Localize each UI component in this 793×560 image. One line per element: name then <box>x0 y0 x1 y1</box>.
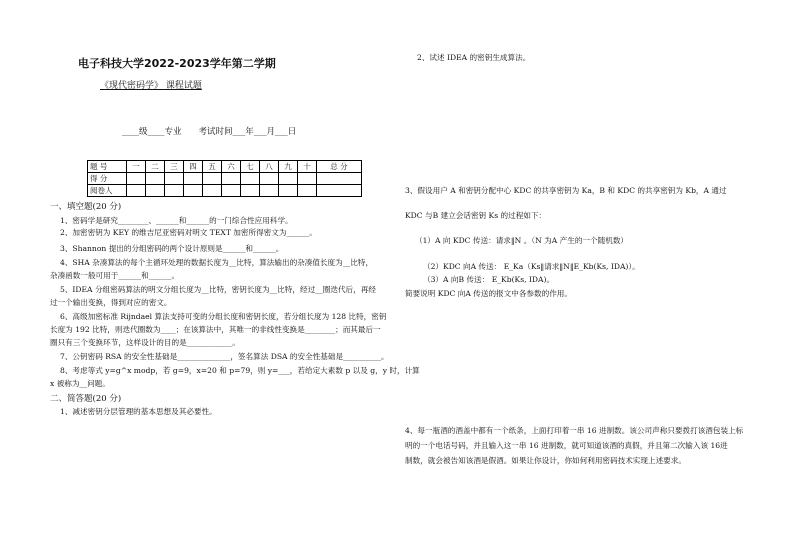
question-line: 8、考虑等式 y=g^x modp，若 g=9，x=20 和 p=79，则 y=___，若给定大素数 p 以及 g，y 时，计算 <box>60 366 420 375</box>
table-header: 十 <box>298 161 317 173</box>
question-line: 1、密码学是研究________、______和______的一门综合性应用科学。 <box>60 216 293 225</box>
table-header: 七 <box>241 161 260 173</box>
question-line: （1）A 向 KDC 传送：请求‖N 。（N 为A 产生的一个随机数） <box>415 236 629 245</box>
question-line: 简要说明 KDC 向A 传送的报文中各参数的作用。 <box>405 289 572 298</box>
table-header: 二 <box>146 161 165 173</box>
question-line: 4、每一瓶酒的酒盖中都有一个纸条，上面打印着一串 16 进制数。该公司声称只要拨打该酒包装上标 <box>405 426 744 435</box>
table-header: 题 号 <box>88 161 127 173</box>
question-line: （2）KDC 向A 传送： E_Ka（Ks‖请求‖N‖E_Kb(Ks, IDA)）。 <box>423 262 640 271</box>
exam-title: 电子科技大学2022-2023学年第二学期 <box>78 57 276 70</box>
exam-info: ____级____专业 考试时间___年___月___日 <box>122 127 297 137</box>
table-header: 九 <box>279 161 298 173</box>
table-header: 总 分 <box>317 161 362 173</box>
section-heading: 一、填空题(20 分) <box>50 202 122 212</box>
question-line: 长度为 192 比特，则迭代圈数为____；在该算法中，其唯一的非线性变换是________；而其最后一 <box>50 325 381 334</box>
table-row <box>88 173 362 185</box>
question-line: 7、公钥密码 RSA 的安全性基础是______________，签名算法 DSA 的安全性基础是__________。 <box>60 352 389 361</box>
table-header: 八 <box>260 161 279 173</box>
question-line: 4、SHA 杂凑算法的每个主循环处理的数据长度为__比特，算法输出的杂凑值长度为__比特， <box>60 258 374 267</box>
table-header: 六 <box>222 161 241 173</box>
table-header: 五 <box>203 161 222 173</box>
question-line: 5、IDEA 分组密码算法的明文分组长度为__比特，密钥长度为__比特，经过__圈迭代后，再经 <box>60 285 376 294</box>
question-line: 1、减述密钥分层管理的基本思想及其必要性。 <box>60 407 217 416</box>
question-line: 圈只有三个变换环节，这样设计的目的是____________。 <box>50 338 240 347</box>
question-line: 3、Shannon 提出的分组密码的两个设计原则是______和______。 <box>60 244 284 253</box>
table-header: 一 <box>127 161 146 173</box>
score-table <box>87 160 362 197</box>
question-line: KDC 与B 建立会话密钥 Ks 的过程如下： <box>405 211 547 220</box>
table-row <box>88 161 362 173</box>
table-header: 四 <box>184 161 203 173</box>
table-row <box>88 185 362 197</box>
row-label: 阅卷人 <box>88 185 127 197</box>
question-line: 制数，就会被告知该酒是假酒。如果让你设计，你如何利用密码技术实现上述要求。 <box>405 456 686 465</box>
question-line: 过一个输出变换，得到对应的密文。 <box>50 298 172 307</box>
table-header: 三 <box>165 161 184 173</box>
question-line: （3）A 向B 传送： E_Kb(Ks, IDA)。 <box>423 275 555 284</box>
question-line: 杂凑函数一般可用于______和______。 <box>50 271 180 280</box>
question-line: 3、假设用户 A 和密钥分配中心 KDC 的共享密钥为 Ka，B 和 KDC 的共享密钥为 Kb，A 通过 <box>405 186 727 195</box>
question-line: 2、试述 IDEA 的密钥生成算法。 <box>417 53 531 62</box>
question-line: x 被称为__问题。 <box>50 379 110 388</box>
question-line: 6、高级加密标准 Rijndael 算法支持可变的分组长度和密钥长度，若分组长度为 128 比特，密钥 <box>60 312 387 321</box>
course-title: 《现代密码学》 课程试题 <box>100 81 202 91</box>
row-label: 得 分 <box>88 173 127 185</box>
question-line: 明的一个电话号码，并且输入这一串 16 进制数，就可知道该酒的真假，并且第二次输入该 16进 <box>405 441 728 450</box>
question-line: 2、加密密钥为 KEY 的维吉尼亚密码对明文 TEXT 加密所得密文为______。 <box>60 228 317 237</box>
section-heading: 二、简答题(20 分) <box>50 394 122 404</box>
